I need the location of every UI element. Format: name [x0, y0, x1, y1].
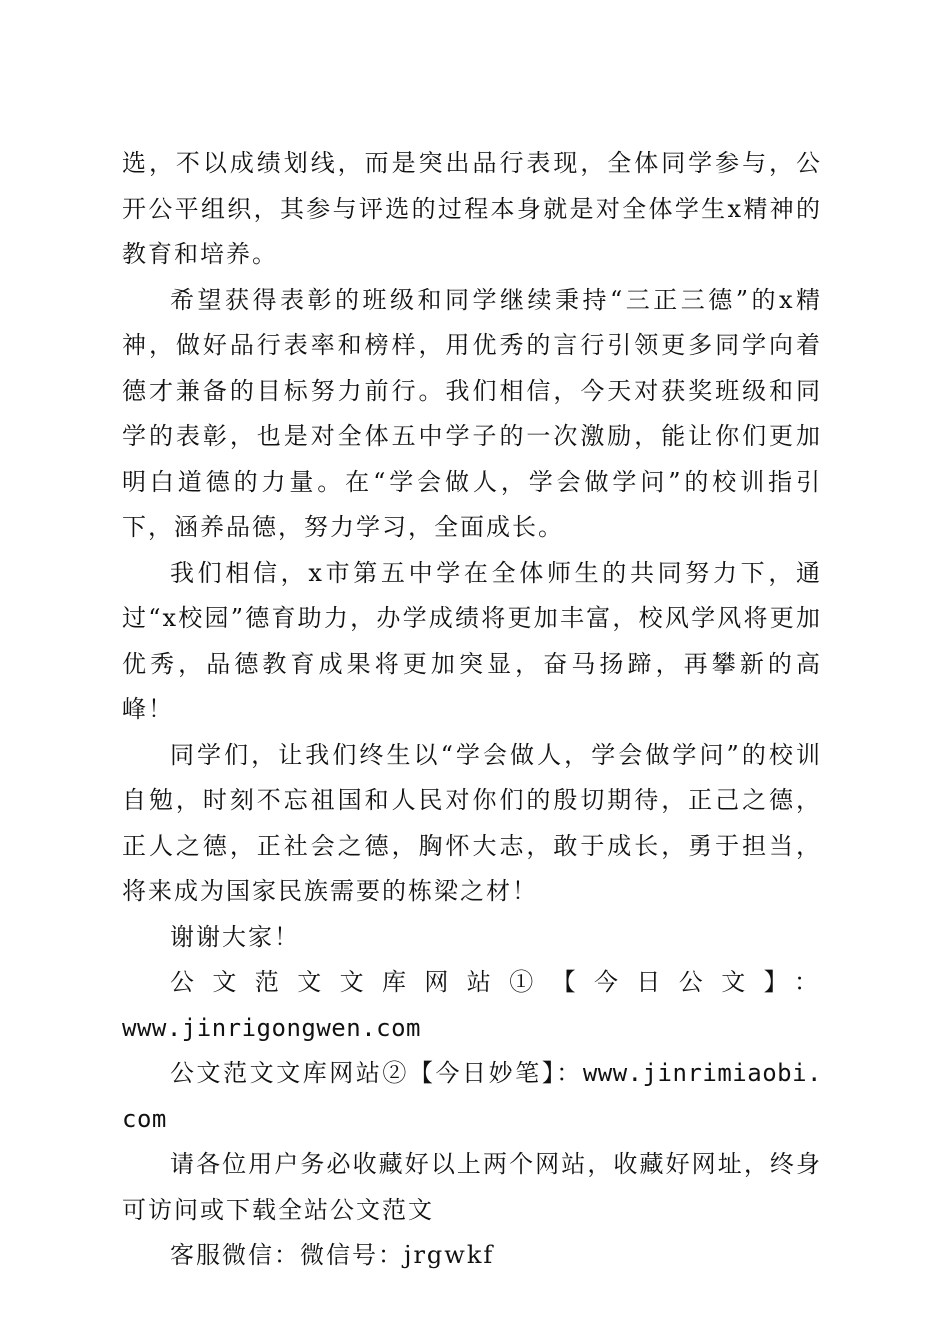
footer-site1-url[interactable]: www.jinrigongwen.com [122, 1013, 421, 1042]
paragraph-thanks: 谢谢大家！ [170, 922, 300, 951]
paragraph-students: 同学们，让我们终生以“学会做人，学会做学问”的校训自勉，时刻不忘祖国和人民对你们的殷切期待，正己之德，正人之德，正社会之德，胸怀大志，敢于成长，勇于担当，将来成为国家民族需要的栋梁之材！ [122, 740, 822, 905]
footer-site2-url[interactable]: www.jinrimiaobi.com [122, 1059, 822, 1133]
paragraph-hope: 希望获得表彰的班级和同学继续秉持“三正三德”的x精神，做好品行表率和榜样，用优秀的言行引领更多同学向着德才兼备的目标努力前行。我们相信，今天对获奖班级和同学的表彰，也是对全体五中学子的一次激励，能让你们更加明白道德的力量。在“学会做人，学会做学问”的校训指引下，涵养品德，努力学习，全面成长。 [122, 285, 822, 541]
document-page [122, 141, 822, 1279]
footer-notice: 请各位用户务必收藏好以上两个网站，收藏好网址，终身可访问或下载全站公文范文 [122, 1150, 822, 1224]
footer-site2-line [122, 1051, 822, 1142]
paragraph-continuation: 选，不以成绩划线，而是突出品行表现，全体同学参与，公开公平组织，其参与评选的过程本身就是对全体学生x精神的教育和培养。 [122, 149, 822, 268]
footer-site2-label: 公文范文文库网站②【今日妙笔】： [170, 1059, 583, 1087]
footer-service: 客服微信：微信号：jrgwkf [170, 1241, 495, 1269]
footer-site1-label: 公文范文文库网站①【今日公文】： [170, 968, 822, 996]
paragraph-belief: 我们相信，x市第五中学在全体师生的共同努力下，通过“x校园”德育助力，办学成绩将更加丰富，校风学风将更加优秀，品德教育成果将更加突显，奋马扬蹄，再攀新的高峰！ [122, 558, 822, 723]
